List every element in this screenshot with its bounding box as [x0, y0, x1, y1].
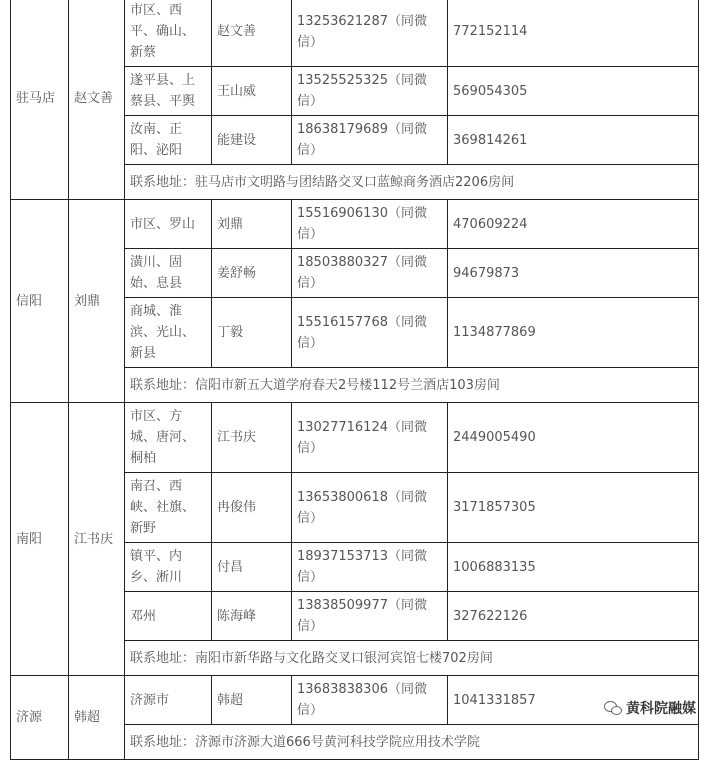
leader-cell: 赵文善 [69, 0, 125, 200]
qq-cell: 1134877869 [448, 298, 699, 368]
phone-cell: 18503880327（同微信） [292, 249, 448, 298]
city-cell: 南阳 [11, 403, 69, 676]
watermark-text: 黄科院融媒 [626, 701, 696, 717]
contact-cell: 姜舒畅 [212, 249, 292, 298]
area-cell: 南召、西峡、社旗、新野 [125, 473, 212, 543]
area-cell: 邓州 [125, 592, 212, 641]
area-cell: 潢川、固始、息县 [125, 249, 212, 298]
qq-cell: 94679873 [448, 249, 699, 298]
area-cell: 遂平县、上蔡县、平舆 [125, 67, 212, 116]
city-cell: 信阳 [11, 200, 69, 403]
qq-cell: 2449005490 [448, 403, 699, 473]
qq-cell: 327622126 [448, 592, 699, 641]
area-cell: 市区、西平、确山、新蔡 [125, 0, 212, 67]
phone-cell: 15516906130（同微信） [292, 200, 448, 249]
watermark [602, 698, 698, 718]
qq-cell: 1041331857 [448, 676, 699, 725]
contact-cell: 付昌 [212, 543, 292, 592]
qq-cell: 569054305 [448, 67, 699, 116]
leader-cell: 韩超 [69, 676, 125, 760]
qq-cell: 1006883135 [448, 543, 699, 592]
area-cell: 市区、方城、唐河、桐柏 [125, 403, 212, 473]
wechat-icon [604, 701, 622, 715]
area-cell: 汝南、正阳、泌阳 [125, 116, 212, 165]
address-cell: 联系地址：南阳市新华路与文化路交叉口银河宾馆七楼702房间 [125, 641, 699, 676]
contact-cell: 韩超 [212, 676, 292, 725]
contact-cell: 江书庆 [212, 403, 292, 473]
leader-cell: 刘鼎 [69, 200, 125, 403]
qq-cell: 369814261 [448, 116, 699, 165]
area-cell: 镇平、内乡、淅川 [125, 543, 212, 592]
qq-cell: 772152114 [448, 0, 699, 67]
contact-cell: 赵文善 [212, 0, 292, 67]
phone-cell: 13525525325（同微信） [292, 67, 448, 116]
qq-cell: 3171857305 [448, 473, 699, 543]
table-row [11, 403, 699, 473]
contact-cell: 能建设 [212, 116, 292, 165]
table-row [11, 200, 699, 249]
address-cell: 联系地址：信阳市新五大道学府春天2号楼112号兰酒店103房间 [125, 368, 699, 403]
phone-cell: 13653800618（同微信） [292, 473, 448, 543]
city-cell: 驻马店 [11, 0, 69, 200]
contact-table [10, 0, 699, 760]
area-cell: 济源市 [125, 676, 212, 725]
address-cell: 联系地址：驻马店市文明路与团结路交叉口蓝鲸商务酒店2206房间 [125, 165, 699, 200]
address-cell: 联系地址：济源市济源大道666号黄河科技学院应用技术学院 [125, 725, 699, 760]
phone-cell: 15516157768（同微信） [292, 298, 448, 368]
contact-cell: 王山威 [212, 67, 292, 116]
table-row [11, 676, 699, 725]
contact-cell: 丁毅 [212, 298, 292, 368]
phone-cell: 13253621287（同微信） [292, 0, 448, 67]
contact-cell: 冉俊伟 [212, 473, 292, 543]
phone-cell: 13838509977（同微信） [292, 592, 448, 641]
phone-cell: 13683838306（同微信） [292, 676, 448, 725]
table-row [11, 0, 699, 67]
phone-cell: 13027716124（同微信） [292, 403, 448, 473]
city-cell: 济源 [11, 676, 69, 760]
leader-cell: 江书庆 [69, 403, 125, 676]
phone-cell: 18937153713（同微信） [292, 543, 448, 592]
qq-cell: 470609224 [448, 200, 699, 249]
area-cell: 商城、淮滨、光山、新县 [125, 298, 212, 368]
area-cell: 市区、罗山 [125, 200, 212, 249]
contact-cell: 刘鼎 [212, 200, 292, 249]
contact-cell: 陈海峰 [212, 592, 292, 641]
phone-cell: 18638179689（同微信） [292, 116, 448, 165]
